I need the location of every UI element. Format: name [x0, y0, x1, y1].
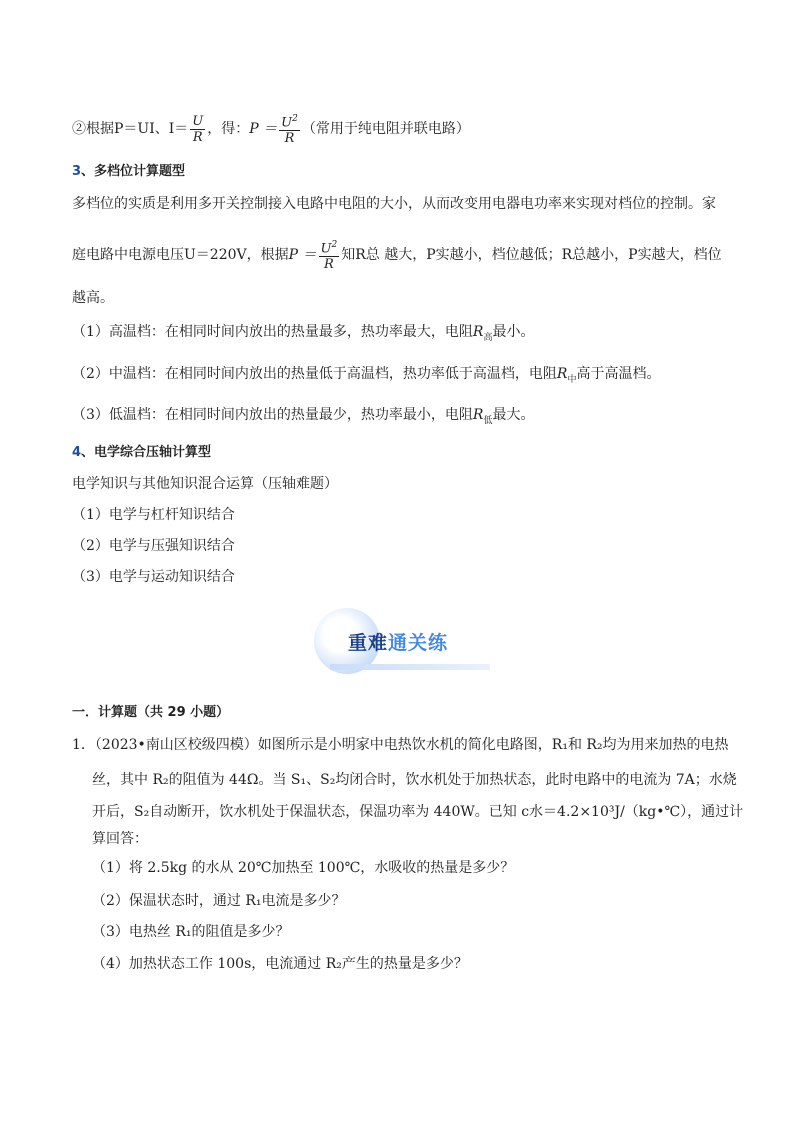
question1-sub-3: （3）电热丝 R₁的阻值是多少？ [92, 924, 290, 940]
banner-underline-decoration [330, 664, 490, 670]
section3-item-3: （3）低温档：在相同时间内放出的热量最少，热功率最小，电阻$R_低$最大。 [72, 407, 535, 426]
formula-p-eq: P ＝ [249, 121, 278, 138]
section-banner [300, 608, 500, 678]
question1-line1: 1．（2023•南山区校级四模）如图所示是小明家中电热饮水机的简化电路图，R₁和 R₂均为用来加热的电热 [72, 737, 729, 753]
question1-sub-2: （2）保温状态时，通过 R₁电流是多少？ [92, 893, 346, 909]
question1-sub-4: （4）加热状态工作 100s，电流通过 R₂产生的热量是多少？ [92, 956, 468, 972]
section3-item-1: （1）高温档：在相同时间内放出的热量最多，热功率最大，电阻$R_高$最小。 [72, 324, 535, 343]
formula-suffix: （常用于纯电阻并联电路） [301, 121, 470, 138]
formula-prefix: ②根据P＝UI、I＝ [72, 121, 189, 138]
question1-sub-1: （1）将 2.5kg 的水从 20℃加热至 100℃，水吸收的热量是多少？ [92, 860, 515, 876]
fraction-u2-over-r-2: $\frac{U^2}{R}$ [320, 240, 338, 273]
question1-line2: 丝，其中 R₂的阻值为 44Ω。当 S₁、S₂均闭合时，饮水机处于加热状态，此时电路中的电流为 7A；水烧 [92, 772, 737, 788]
section3-para-line3: 越高。 [72, 290, 114, 306]
question1-line3: 开后，S₂自动断开，饮水机处于保温状态，保温功率为 440W。已知 c水＝4.2×10³J/（kg•℃），通过计 [92, 804, 744, 820]
fraction-u-over-r: $\frac{U}{R}$ [192, 113, 204, 145]
banner-title: 重难通关练 [348, 632, 449, 654]
section4-heading: 4、电学综合压轴计算型 [72, 445, 212, 460]
formula-line [72, 112, 470, 146]
exercise-header: 一．计算题（共 29 小题） [72, 705, 230, 720]
fraction-u2-over-r: $\frac{U^2}{R}$ [281, 114, 298, 147]
section4-item-1: （1）电学与杠杆知识结合 [72, 507, 235, 523]
section3-para-line2: 庭电路中电源电压U＝220V，根据P ＝ $\frac{U^2}{R}$ 知R总 越大，P实越小，档位越低；R总越小，P实越大，档位 [72, 240, 722, 273]
section3-item-2: （2）中温档：在相同时间内放出的热量低于高温档，热功率低于高温档，电阻$R_中$高于高温档。 [72, 366, 661, 385]
section4-item-2: （2）电学与压强知识结合 [72, 538, 235, 554]
question1-line4: 算回答： [92, 831, 148, 847]
section3-para-line1: 多档位的实质是利用多开关控制接入电路中电阻的大小，从而改变用电器电功率来实现对档位的控制。家 [72, 196, 716, 212]
section3-heading: 3、多档位计算题型 [72, 164, 186, 179]
formula-middle: ，得： [207, 121, 250, 138]
section4-item-3: （3）电学与运动知识结合 [72, 569, 235, 585]
section4-intro: 电学知识与其他知识混合运算（压轴难题） [72, 476, 338, 492]
